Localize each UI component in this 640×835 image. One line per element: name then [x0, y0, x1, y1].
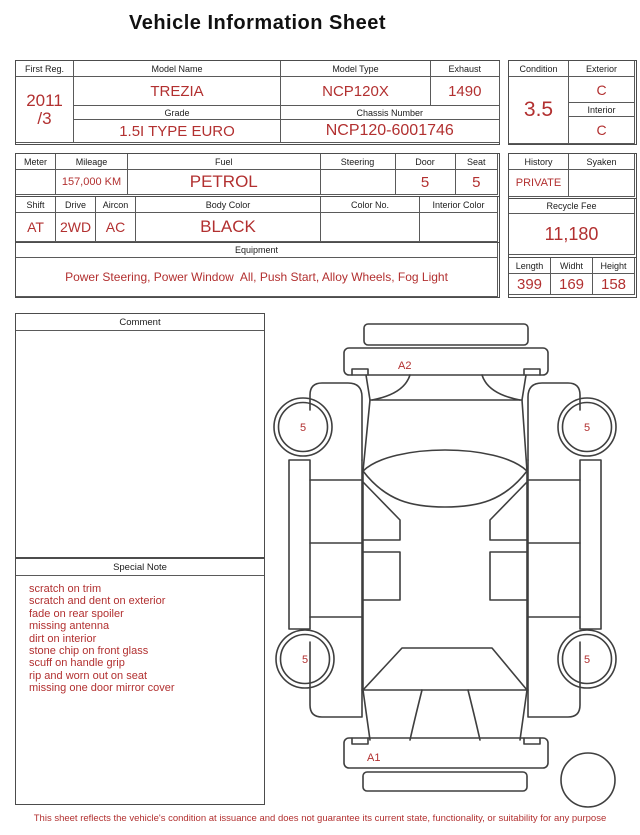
condition-table: [508, 60, 637, 145]
chassis-number-value: NCP120-6001746: [281, 120, 500, 143]
door-value: 5: [396, 170, 456, 195]
rear-glass-arc: [372, 375, 410, 400]
special-note-label: Special Note: [16, 559, 264, 576]
width-value: 169: [551, 274, 593, 295]
recycle-fee-table: [508, 199, 637, 258]
door-label: Door: [396, 154, 456, 170]
mileage-value: 157,000 KM: [56, 170, 128, 195]
grade-label: Grade: [74, 106, 281, 120]
model-type-value: NCP120X: [281, 77, 431, 106]
recycle-fee-value: 11,180: [509, 214, 635, 255]
syaken-label: Syaken: [569, 154, 635, 170]
wheel-mark: 5: [584, 654, 591, 666]
page-title: Vehicle Information Sheet: [128, 12, 386, 34]
shift-label: Shift: [16, 197, 56, 213]
first-reg-year: 2011: [26, 90, 63, 110]
interior-label: Interior: [569, 103, 635, 117]
mileage-label: Mileage: [56, 154, 128, 170]
rear-pillar-line: [522, 400, 527, 471]
seat-value: 5: [456, 170, 499, 195]
comment-box: [15, 313, 265, 558]
pillar-shape: [490, 482, 527, 540]
first-reg-month: /3: [37, 108, 52, 128]
rear-pillar-line: [363, 400, 370, 471]
windshield-shape: [363, 648, 527, 690]
chassis-number-label: Chassis Number: [281, 106, 500, 120]
shift-value: AT: [16, 213, 56, 242]
first-reg-label: First Reg.: [16, 61, 74, 77]
steering-label: Steering: [321, 154, 396, 170]
rear-bumper-shape: [344, 348, 548, 375]
wheel-mark: 5: [584, 422, 591, 434]
recycle-fee-label: Recycle Fee: [509, 199, 635, 214]
body-color-label: Body Color: [136, 197, 321, 213]
equipment-value: Power Steering, Power Window All, Push Start, Alloy Wheels, Fog Light: [16, 258, 498, 297]
exterior-label: Exterior: [569, 61, 635, 77]
length-value: 399: [509, 274, 551, 295]
front-glass-arc: [410, 690, 422, 740]
grade-value: 1.5I TYPE EURO: [74, 120, 281, 143]
equipment-label: Equipment: [16, 243, 498, 258]
interior-color-label: Interior Color: [420, 197, 498, 213]
special-note-item: fade on rear spoiler: [29, 607, 124, 620]
meter-label: Meter: [16, 154, 56, 170]
special-note-item: stone chip on front glass: [29, 645, 149, 658]
meter-value: [16, 170, 56, 195]
special-note-item: scuff on handle grip: [29, 657, 125, 670]
equipment-table: [15, 243, 500, 298]
front-bumper-notch: [524, 738, 540, 744]
special-note-item: scratch on trim: [29, 583, 102, 595]
rear-spoiler-shape: [364, 324, 528, 345]
pillar-shape: [363, 482, 400, 540]
wheel-mark: 5: [302, 654, 309, 666]
special-note-item: dirt on interior: [29, 632, 97, 645]
front-bumper-notch: [352, 738, 368, 744]
first-reg-value: [16, 77, 74, 143]
interior-value: C: [569, 117, 635, 144]
special-note-list: [16, 576, 264, 695]
history-label: History: [509, 154, 569, 170]
history-table: [508, 153, 637, 199]
spare-tire-shape: [561, 753, 615, 807]
fuel-value: PETROL: [128, 170, 321, 195]
front-bumper-mark: A1: [367, 752, 381, 764]
fuel-label: Fuel: [128, 154, 321, 170]
disclaimer-text: This sheet reflects the vehicle's condition at issuance and does not guarantee its current state, functionality, or suitability for any purpose: [33, 813, 607, 824]
model-name-value: TREZIA: [74, 77, 281, 106]
comment-body: [16, 331, 264, 338]
dimensions-table: [508, 258, 637, 298]
left-rocker-shape: [289, 460, 310, 629]
rear-bumper-mark: A2: [398, 360, 412, 372]
steering-value: [321, 170, 396, 195]
car-damage-diagram: [272, 312, 640, 810]
front-glass-arc: [468, 690, 480, 740]
color-no-value: [321, 213, 420, 242]
condition-value: 3.5: [509, 77, 569, 144]
interior-color-value: [420, 213, 498, 242]
color-no-label: Color No.: [321, 197, 420, 213]
comment-label: Comment: [16, 314, 264, 331]
rear-bumper-notch: [524, 369, 540, 375]
front-spoiler-shape: [363, 772, 527, 791]
vehicle-identity-table: [15, 60, 500, 145]
drive-value: 2WD: [56, 213, 96, 242]
special-note-item: missing one door mirror cover: [29, 682, 175, 695]
rear-hatch-shape: [366, 375, 526, 400]
pillar-shape: [490, 552, 527, 600]
height-value: 158: [593, 274, 635, 295]
hood-side-line: [363, 690, 370, 740]
exhaust-value: 1490: [431, 77, 500, 106]
pillar-shape: [363, 552, 400, 600]
drive-label: Drive: [56, 197, 96, 213]
seat-label: Seat: [456, 154, 499, 170]
width-label: Widht: [551, 258, 593, 274]
right-rocker-shape: [580, 460, 601, 629]
aircon-value: AC: [96, 213, 136, 242]
height-label: Height: [593, 258, 635, 274]
spec-table-row-b: [15, 197, 500, 243]
spec-table-row-a: [15, 153, 500, 197]
rear-bumper-notch: [352, 369, 368, 375]
right-front-fender-shape: [528, 383, 580, 460]
special-note-box: [15, 558, 265, 805]
left-front-fender-shape: [310, 383, 362, 460]
exterior-value: C: [569, 77, 635, 103]
exhaust-label: Exhaust: [431, 61, 500, 77]
hood-side-line: [520, 690, 527, 740]
history-value: PRIVATE: [509, 170, 569, 197]
body-color-value: BLACK: [136, 213, 321, 242]
special-note-item: scratch and dent on exterior: [29, 595, 166, 608]
special-note-item: missing antenna: [29, 620, 110, 633]
wheel-mark: 5: [300, 422, 307, 434]
aircon-label: Aircon: [96, 197, 136, 213]
syaken-value: [569, 170, 635, 197]
condition-label: Condition: [509, 61, 569, 77]
special-note-item: rip and worn out on seat: [29, 669, 148, 682]
roof-shape: [363, 450, 527, 507]
rear-glass-arc: [482, 375, 520, 400]
length-label: Length: [509, 258, 551, 274]
model-type-label: Model Type: [281, 61, 431, 77]
model-name-label: Model Name: [74, 61, 281, 77]
